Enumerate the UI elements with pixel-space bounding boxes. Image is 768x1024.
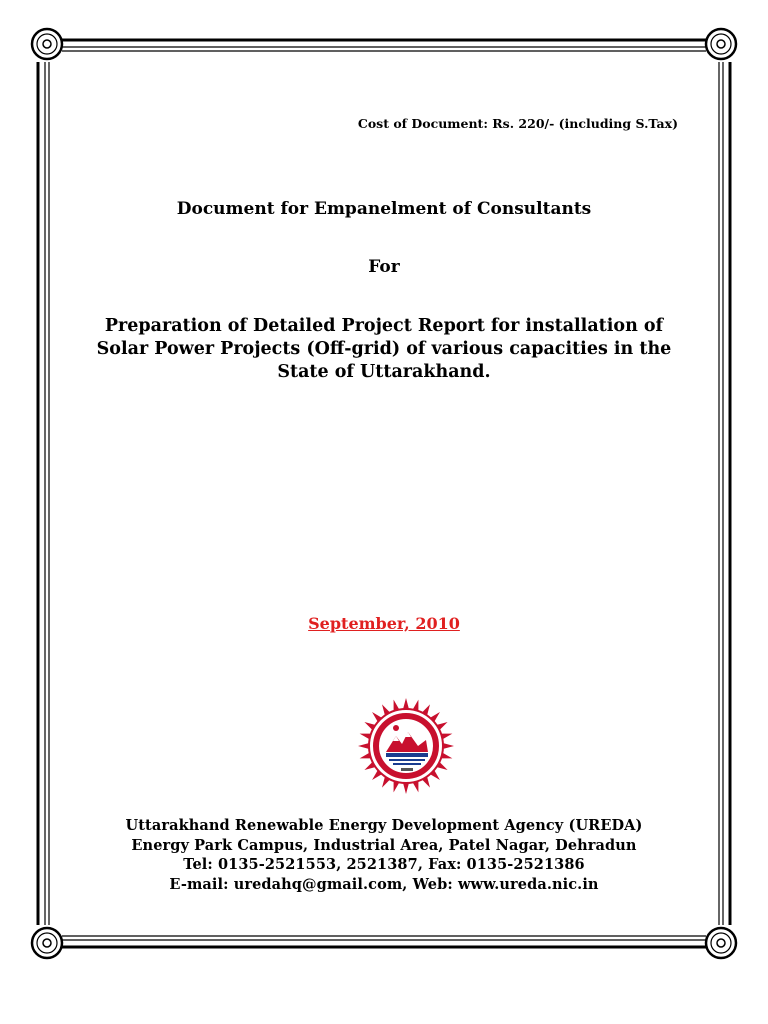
agency-name: Uttarakhand Renewable Energy Development Agency (UREDA) — [125, 817, 643, 834]
document-title: Document for Empanelment of Consultants — [176, 199, 592, 219]
corner-ring-icon — [32, 928, 62, 958]
corner-ring-icon — [706, 29, 736, 59]
for-heading: For — [368, 257, 400, 277]
ureda-emblem-icon — [356, 696, 456, 796]
corner-ring-icon — [706, 928, 736, 958]
purpose-heading — [0, 315, 768, 384]
purpose-line: Preparation of Detailed Project Report for installation of — [104, 316, 664, 336]
agency-address-block — [0, 816, 768, 894]
cost-of-document: Cost of Document: Rs. 220/- (including S.Tax) — [357, 116, 678, 131]
agency-address: Energy Park Campus, Industrial Area, Patel Nagar, Dehradun — [131, 836, 637, 854]
purpose-line: Solar Power Projects (Off-grid) of various capacities in the — [96, 339, 672, 359]
agency-contact: E-mail: uredahq@gmail.com, Web: www.ureda.nic.in — [169, 875, 599, 893]
document-date: September, 2010 — [308, 614, 460, 633]
corner-ring-icon — [32, 29, 62, 59]
agency-phone: Tel: 0135-2521553, 2521387, Fax: 0135-2521386 — [183, 856, 585, 873]
purpose-line: State of Uttarakhand. — [277, 362, 491, 382]
